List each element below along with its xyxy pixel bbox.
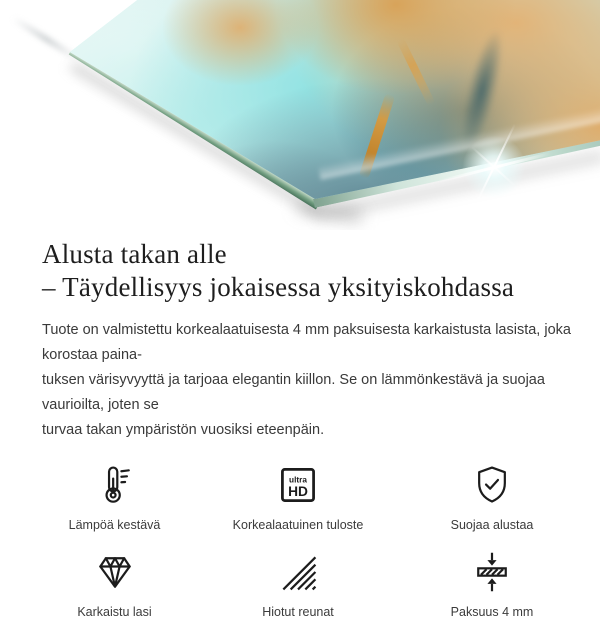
thermometer-icon <box>93 461 137 509</box>
feature-label: Paksuus 4 mm <box>451 605 534 619</box>
feature-ultra-hd-print <box>187 461 409 532</box>
glass-thickness-icon <box>470 548 514 596</box>
feature-grid <box>42 461 572 619</box>
feature-label: Lämpöä kestävä <box>69 518 161 532</box>
description-line: tuksen värisyvyyttä ja tarjoaa elegantin kiillon. Se on lämmönkestävä ja suojaa vaurioilta, joten se <box>42 368 572 418</box>
title-line-2: – Täydellisyys jokaisessa yksityiskohdassa <box>42 272 514 302</box>
description-line: Tuote on valmistettu korkealaatuisesta 4 mm paksuisesta karkaistusta lasista, joka korostaa paina- <box>42 318 572 368</box>
polished-edges-icon <box>276 548 320 596</box>
description-line: turvaa takan ympäristön vuosiksi eteenpäin. <box>42 418 572 443</box>
gold-vein <box>397 38 436 106</box>
feature-polished-edges <box>187 548 409 619</box>
feature-label: Korkealaatuinen tuloste <box>233 518 364 532</box>
page-title <box>42 238 572 304</box>
feature-protects-base <box>409 461 575 532</box>
ultra-hd-icon <box>276 461 320 509</box>
shield-check-icon <box>470 461 514 509</box>
feature-tempered-glass <box>42 548 187 619</box>
diamond-icon <box>93 548 137 596</box>
product-description-text <box>42 318 572 443</box>
ultra-label: ultra <box>289 475 307 484</box>
feature-heat-resistant <box>42 461 187 532</box>
hero-product-image <box>0 0 600 230</box>
feature-label: Hiotut reunat <box>262 605 334 619</box>
hd-label: HD <box>288 484 308 499</box>
feature-thickness <box>409 548 575 619</box>
product-description-section <box>0 230 600 619</box>
feature-label: Suojaa alustaa <box>451 518 534 532</box>
title-line-1: Alusta takan alle <box>42 239 227 269</box>
feature-label: Karkaistu lasi <box>77 605 151 619</box>
